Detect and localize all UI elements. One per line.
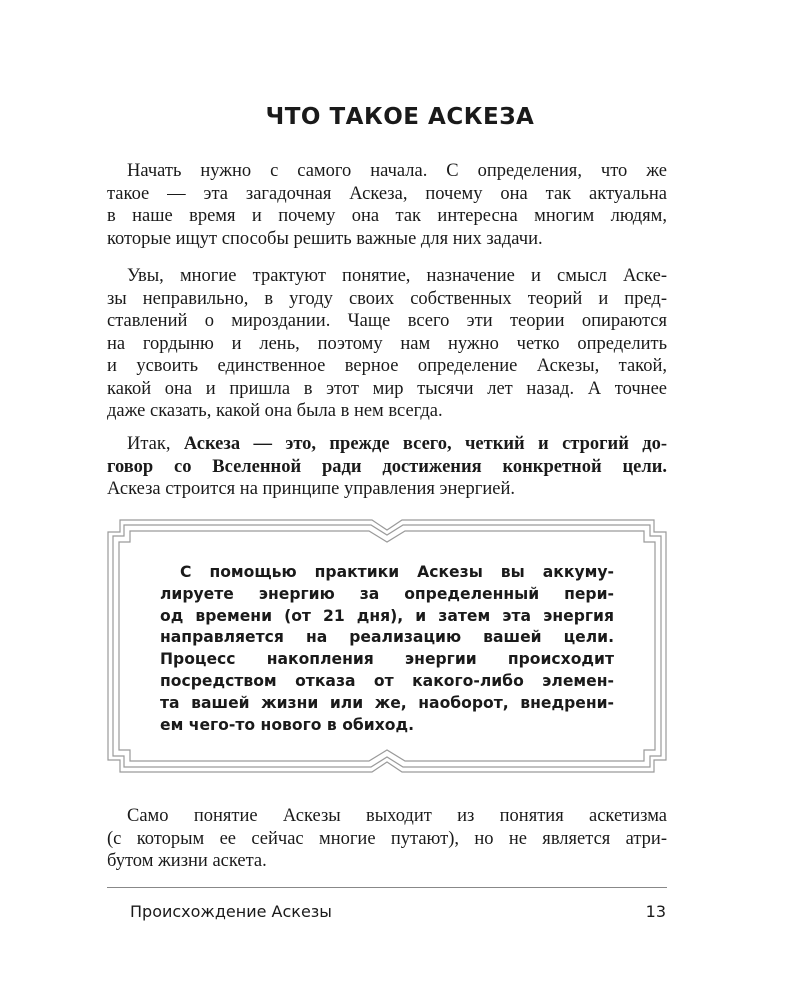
paragraph-definition xyxy=(107,433,667,501)
paragraph-asceticism xyxy=(107,805,667,873)
text-line: та вашей жизни или же, наоборот, внедрени- xyxy=(160,693,614,712)
text-line: Начать нужно с самого начала. С определения, что же xyxy=(127,161,667,181)
text-line: Аскеза строится на принципе управления энергией. xyxy=(107,479,516,499)
footer-divider xyxy=(107,887,667,888)
text-line: на гордыню и лень, поэтому нам нужно четко определить xyxy=(107,333,667,354)
text-line: такое — эта загадочная Аскеза, почему она так актуальна xyxy=(107,183,667,204)
paragraph-intro xyxy=(107,160,667,250)
text-line: зы неправильно, в угоду своих собственных теорий и пред- xyxy=(107,288,667,309)
definition-intro: Итак, xyxy=(127,434,184,454)
text-line: Само понятие Аскезы выходит из понятия аскетизма xyxy=(127,806,667,826)
text-line: и усвоить единственное верное определение Аскезы, такой, xyxy=(107,356,667,376)
text-line: лируете энергию за определенный пери- xyxy=(160,584,614,603)
text-line: Процесс накопления энергии происходит xyxy=(160,650,614,669)
page-number: 13 xyxy=(645,902,666,921)
text-line: направляется на реализацию вашей цели. xyxy=(160,628,614,647)
text-line: Увы, многие трактуют понятие, назначение и смысл Аске- xyxy=(127,266,667,286)
page-title: ЧТО ТАКОЕ АСКЕЗА xyxy=(265,104,535,130)
text-line: ставлений о мироздании. Чаще всего эти теории опираются xyxy=(107,311,667,331)
paragraph-misconceptions xyxy=(107,265,667,423)
definition-bold-text: говор со Вселенной ради достижения конкретной цели. xyxy=(107,456,667,477)
text-line: посредством отказа от какого-либо элемен- xyxy=(160,671,614,690)
text-line: од времени (от 21 дня), и затем эта энергия xyxy=(160,606,614,625)
text-line: С помощью практики Аскезы вы аккуму- xyxy=(180,563,614,581)
text-line: даже сказать, какой она была в нем всегда. xyxy=(107,401,443,421)
callout-text xyxy=(160,562,614,736)
text-line xyxy=(107,433,667,456)
definition-bold-text: Аскеза — это, прежде всего, четкий и строгий до- xyxy=(183,434,667,454)
text-line: ем чего-то нового в обиход. xyxy=(160,715,415,734)
text-line: которые ищут способы решить важные для них задачи. xyxy=(107,228,543,249)
text-line: (с которым ее сейчас многие путают), но не является атри- xyxy=(107,828,667,849)
text-line: какой она и пришла в этот мир тысячи лет назад. А точнее xyxy=(107,378,667,399)
text-line xyxy=(107,456,667,479)
text-line: в наше время и почему она так интересна многим людям, xyxy=(107,206,667,226)
text-line: бутом жизни аскета. xyxy=(107,851,267,871)
running-footer-title: Происхождение Аскезы xyxy=(130,902,332,921)
